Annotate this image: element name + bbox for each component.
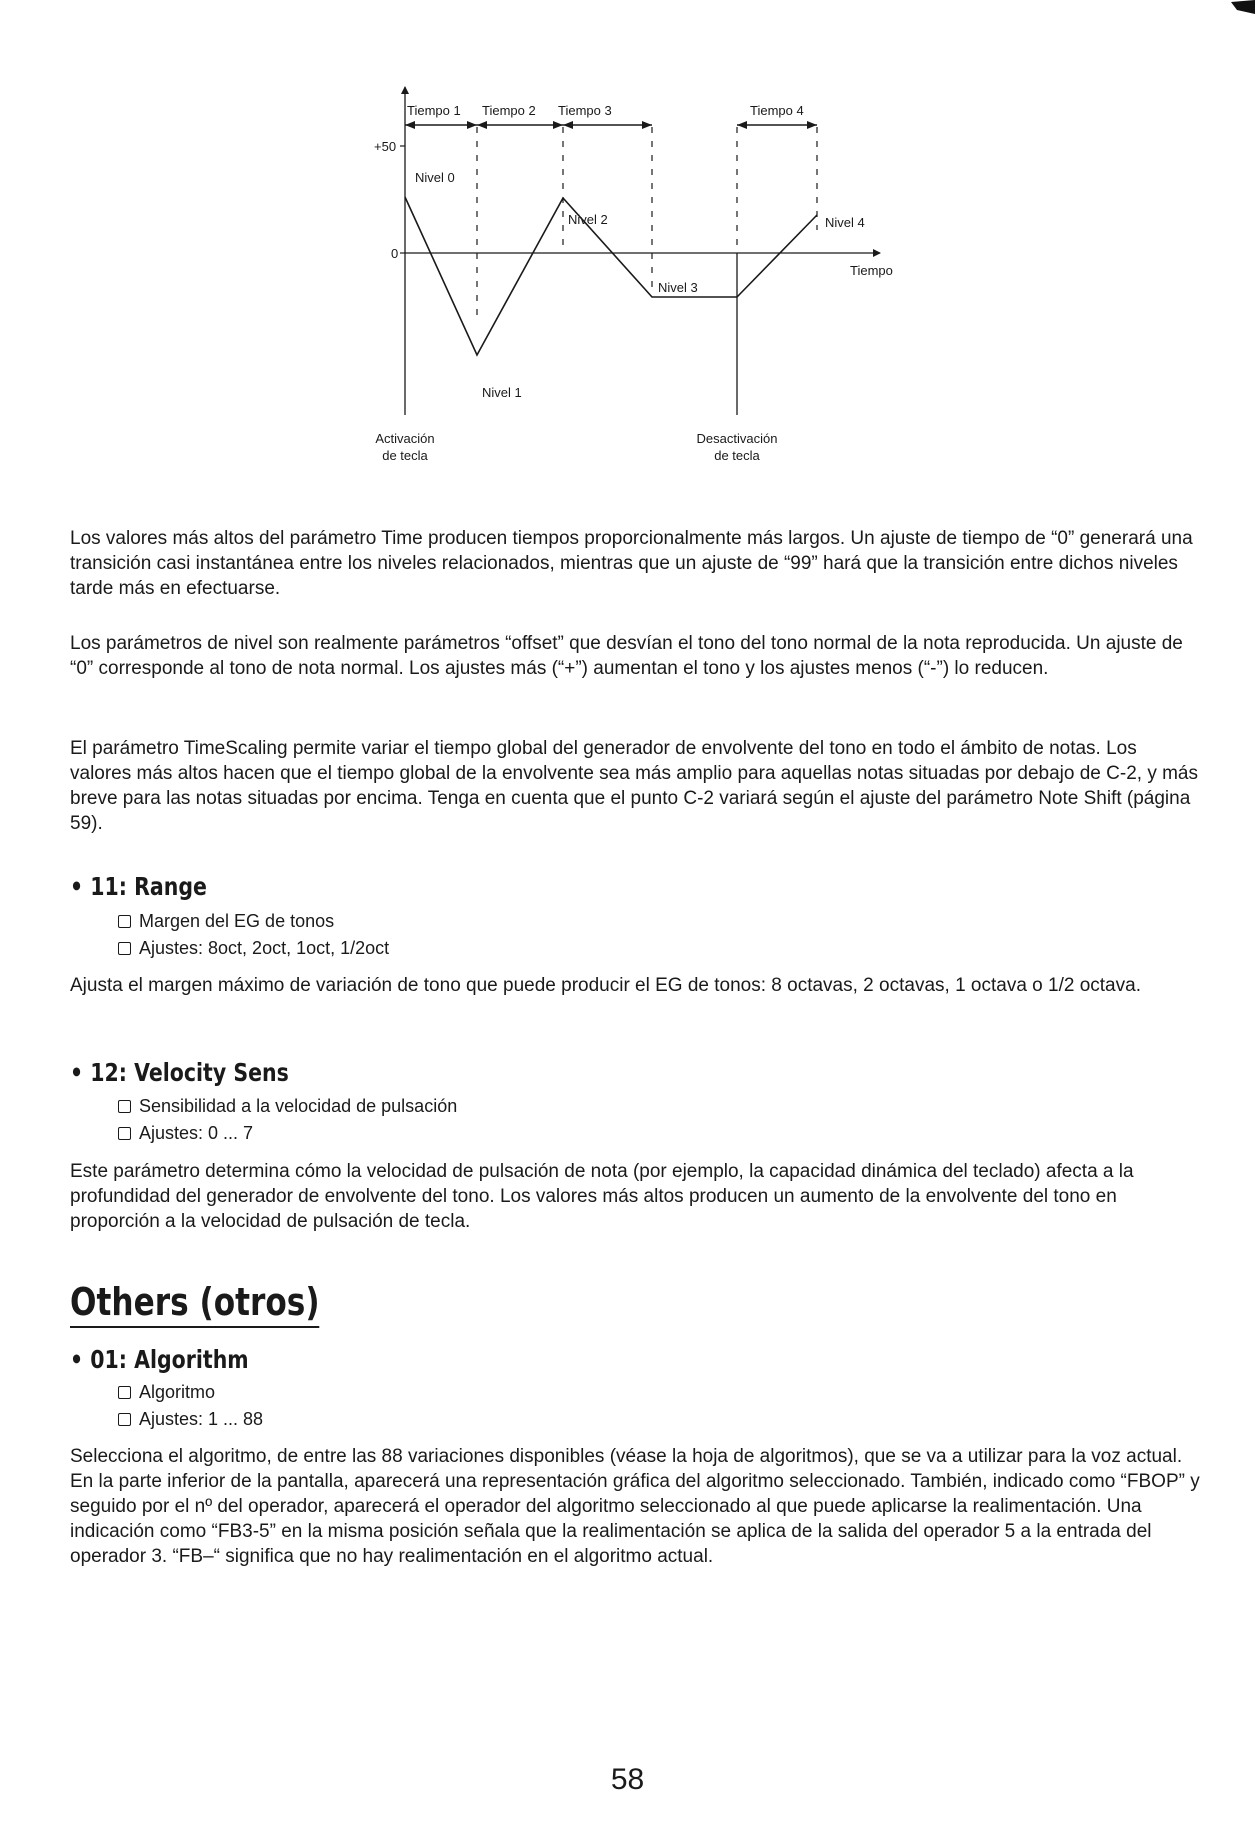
y-tick-zero: 0 (391, 246, 399, 261)
key-on-label-2: de tecla (382, 448, 428, 463)
checkbox-icon (118, 942, 131, 955)
velocity-option-1 (118, 1094, 457, 1118)
envelope-curve (405, 197, 817, 355)
checkbox-icon (118, 1386, 131, 1399)
velocity-option-2 (118, 1121, 253, 1145)
paragraph-time: Los valores más altos del parámetro Time producen tiempos proporcionalmente más largos. Un ajuste de tiempo de “0” generará una transición casi instantánea entre los niveles relacionados, mientras que un ajuste de “99” hará que la transición entre dichos niveles tarde más en efectuarse. (70, 528, 1193, 599)
algorithm-option-2-text: Ajustes: 1 ... 88 (139, 1409, 264, 1429)
y-tick-plus50: +50 (374, 139, 397, 154)
time-2-label: Tiempo 2 (482, 103, 536, 118)
velocity-body: Este parámetro determina cómo la velocidad de pulsación de nota (por ejemplo, la capacidad dinámica del teclado) afecta a la profundidad del generador de envolvente del tono. Los valores más altos producen un aumento de la envolvente del tono en proporción a la velocidad de pulsación de tecla. (70, 1161, 1134, 1232)
algorithm-option-1-text: Algoritmo (139, 1382, 216, 1402)
algorithm-body: Selecciona el algoritmo, de entre las 88 variaciones disponibles (véase la hoja de algoritmos), que se va a utilizar para la voz actual. En la parte inferior de la pantalla, aparecerá una representación gráfica del algoritmo seleccionado. También, indicado como “FBOP” y seguido por el nº del operador, aparecerá el operador del algoritmo seleccionado al que puede aplicarse la realimentación. Una indicación como “FB3-5” en la misma posición señala que la realimentación se aplica de la salida del operador 5 a la entrada del operador 3. “FB–“ significa que no hay realimentación en el algoritmo actual. (70, 1446, 1200, 1567)
key-off-label-2: de tecla (714, 448, 760, 463)
others-heading: Others (otros) (70, 1280, 320, 1328)
level-2-label: Nivel 2 (568, 212, 608, 227)
x-axis-label: Tiempo (850, 263, 893, 278)
key-on-label: Activación (375, 431, 435, 446)
paragraph-timescaling: El parámetro TimeScaling permite variar el tiempo global del generador de envolvente del tono en todo el ámbito de notas. Los valores más altos hacen que el tiempo global de la envolvente sea más amplio para aquellas notas situadas por debajo de C-2, y más breve para las notas situadas por encima. Tenga en cuenta que el punto C-2 variará según el ajuste del parámetro Note Shift (página 59). (70, 738, 1198, 834)
page-corner-mark (1231, 0, 1255, 14)
key-off-label: Desactivación (696, 431, 778, 446)
range-option-1 (118, 909, 334, 933)
algorithm-option-1 (118, 1380, 215, 1404)
velocity-option-1-text: Sensibilidad a la velocidad de pulsación (139, 1096, 458, 1116)
velocity-heading: • 12: Velocity Sens (70, 1058, 289, 1087)
level-3-label: Nivel 3 (658, 280, 698, 295)
level-1-label: Nivel 1 (482, 385, 522, 400)
time-1-label: Tiempo 1 (407, 103, 461, 118)
pitch-envelope-diagram (360, 85, 920, 495)
range-option-2 (118, 936, 389, 960)
velocity-option-2-text: Ajustes: 0 ... 7 (139, 1123, 254, 1143)
range-option-1-text: Margen del EG de tonos (139, 911, 335, 931)
checkbox-icon (118, 1127, 131, 1140)
paragraph-level: Los parámetros de nivel son realmente parámetros “offset” que desvían el tono del tono normal de la nota reproducida. Un ajuste de “0” corresponde al tono de nota normal. Los ajustes más (“+”) aumentan el tono y los ajustes menos (“-”) lo reducen. (70, 633, 1183, 679)
level-4-label: Nivel 4 (825, 215, 865, 230)
range-option-2-text: Ajustes: 8oct, 2oct, 1oct, 1/2oct (139, 938, 390, 958)
checkbox-icon (118, 1413, 131, 1426)
algorithm-heading: • 01: Algorithm (70, 1345, 249, 1374)
checkbox-icon (118, 1100, 131, 1113)
time-4-label: Tiempo 4 (750, 103, 804, 118)
page-number: 58 (610, 1763, 645, 1796)
algorithm-option-2 (118, 1407, 263, 1431)
time-3-label: Tiempo 3 (558, 103, 612, 118)
level-0-label: Nivel 0 (415, 170, 455, 185)
checkbox-icon (118, 915, 131, 928)
range-body: Ajusta el margen máximo de variación de tono que puede producir el EG de tonos: 8 octavas, 2 octavas, 1 octava o 1/2 octava. (70, 975, 1141, 996)
range-heading: • 11: Range (70, 872, 207, 901)
